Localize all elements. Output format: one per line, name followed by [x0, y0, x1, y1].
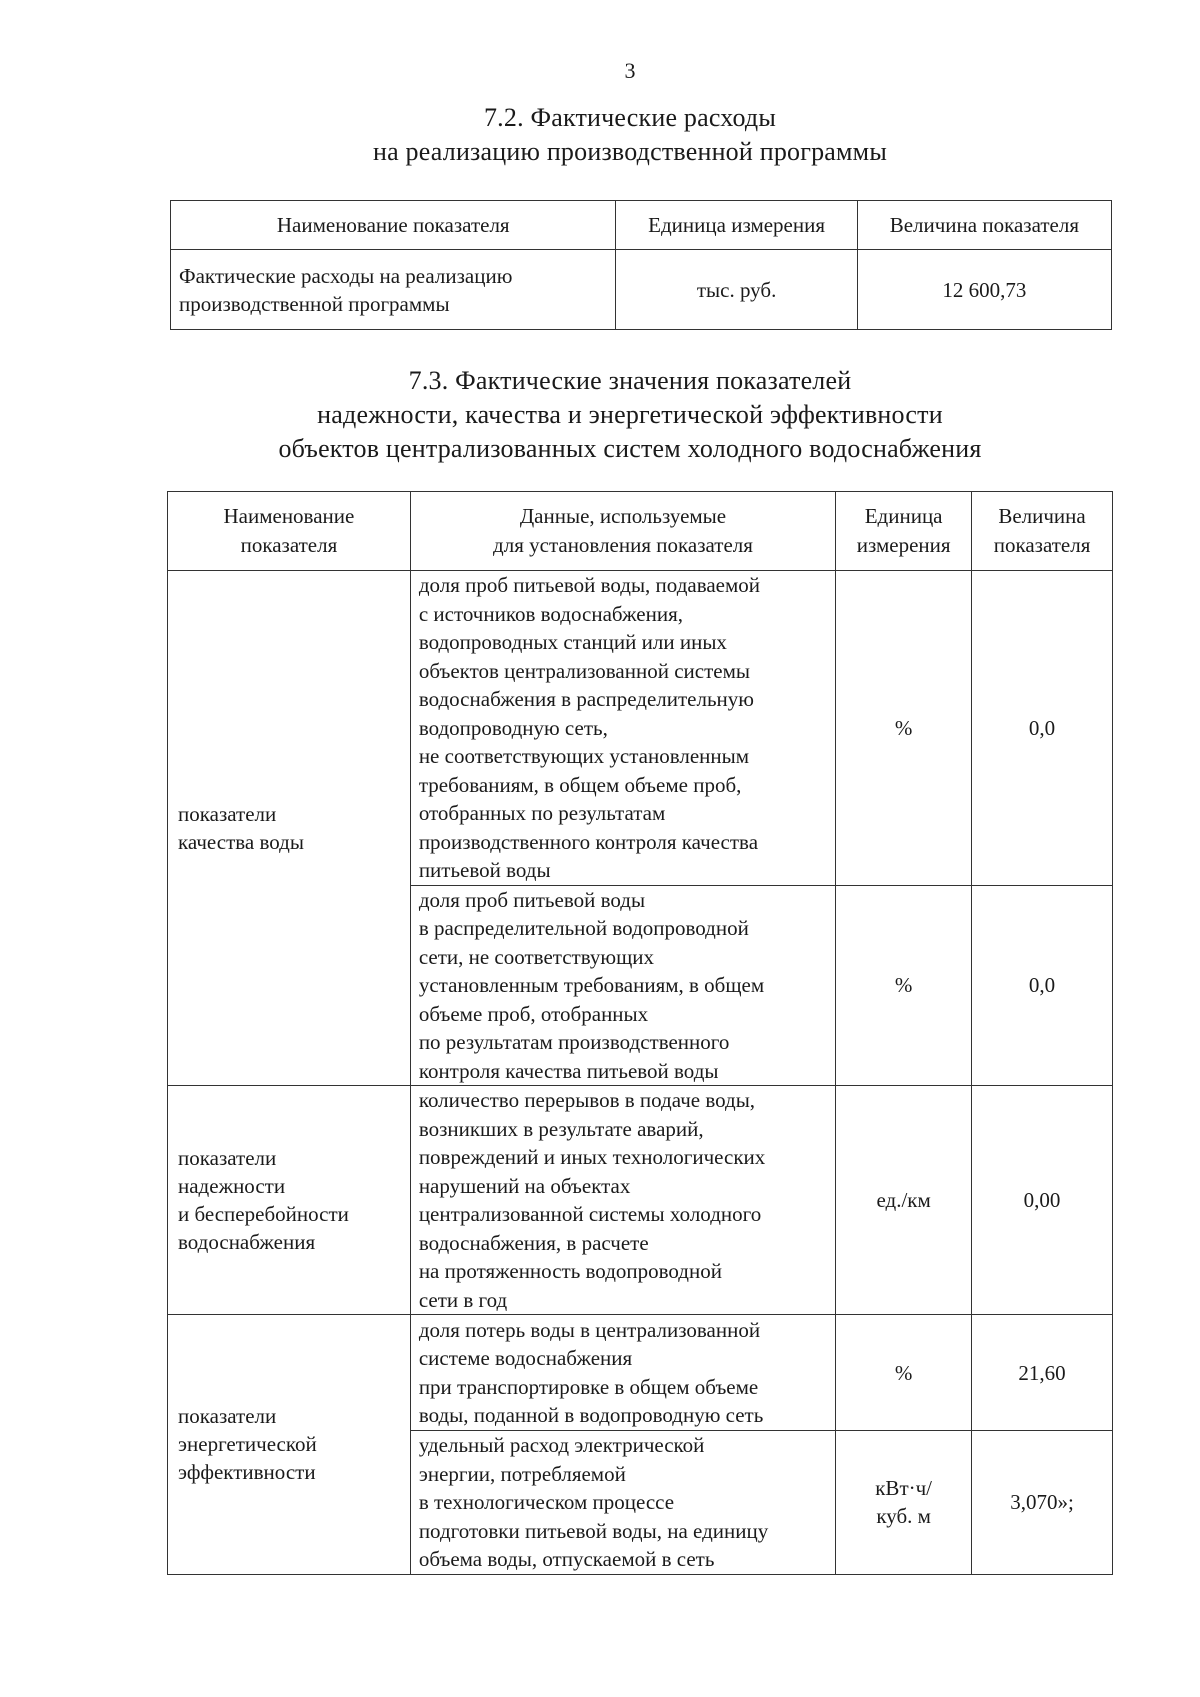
section-7-2-title	[0, 101, 1200, 169]
indicator-name-cell: Фактические расходы на реализацию производственной программы	[171, 250, 616, 330]
indicator-group-energy-efficiency: показатели энергетической эффективности	[168, 1315, 411, 1575]
indicator-group-reliability: показатели надежности и бесперебойности водоснабжения	[168, 1086, 411, 1315]
column-header-unit: Единица измерения	[616, 201, 857, 250]
value-cell: 0,0	[972, 571, 1113, 886]
column-header-value: Величина показателя	[972, 492, 1113, 571]
unit-cell: ед./км	[836, 1086, 972, 1315]
table-header-row	[171, 201, 1112, 250]
column-header-source-data: Данные, используемые для установления показателя	[410, 492, 835, 571]
actual-expenses-table	[170, 200, 1112, 330]
value-cell: 0,00	[972, 1086, 1113, 1315]
source-data-cell: количество перерывов в подаче воды, возникших в результате аварий, повреждений и иных технологических нарушений на объектах централизованной системы холодного водоснабжения, в расчете на протяженность водопроводной сети в год	[410, 1086, 835, 1315]
table-row	[171, 250, 1112, 330]
column-header-indicator-name: Наименование показателя	[171, 201, 616, 250]
section-7-3-title	[0, 364, 1200, 466]
source-data-cell: доля проб питьевой воды, подаваемой с источников водоснабжения, водопроводных станций или иных объектов централизованной системы водоснабжения в распределительную водопроводную сеть, не соответствующих установленным требованиям, в общем объеме проб, отобранных по результатам производственного контроля качества питьевой воды	[410, 571, 835, 886]
source-data-cell: доля проб питьевой воды в распределительной водопроводной сети, не соответствующих установленным требованиям, в общем объеме проб, отобранных по результатам производственного контроля качества питьевой воды	[410, 885, 835, 1086]
section-7-3-title-line-1: 7.3. Фактические значения показателей	[408, 366, 852, 395]
source-data-cell: доля потерь воды в централизованной системе водоснабжения при транспортировке в общем объеме воды, поданной в водопроводную сеть	[410, 1315, 835, 1431]
column-header-unit: Единица измерения	[836, 492, 972, 571]
table-row	[168, 571, 1113, 886]
unit-cell: кВт·ч/ куб. м	[836, 1431, 972, 1575]
value-cell: 12 600,73	[857, 250, 1111, 330]
column-header-indicator-name: Наименование показателя	[168, 492, 411, 571]
section-7-3-title-line-3: объектов централизованных систем холодного водоснабжения	[278, 434, 982, 463]
unit-cell: %	[836, 571, 972, 886]
value-cell: 21,60	[972, 1315, 1113, 1431]
unit-cell: %	[836, 885, 972, 1086]
table-row	[168, 1086, 1113, 1315]
page-number: 3	[624, 58, 636, 83]
source-data-cell: удельный расход электрической энергии, потребляемой в технологическом процессе подготовки питьевой воды, на единицу объема воды, отпускаемой в сеть	[410, 1431, 835, 1575]
section-7-3-title-line-2: надежности, качества и энергетической эффективности	[317, 400, 943, 429]
table-header-row	[168, 492, 1113, 571]
table-row	[168, 1315, 1113, 1431]
section-7-2-title-line-1: 7.2. Фактические расходы	[483, 103, 777, 132]
value-cell: 0,0	[972, 885, 1113, 1086]
water-supply-indicators-table	[167, 491, 1113, 1575]
unit-cell: тыс. руб.	[616, 250, 857, 330]
section-7-2-title-line-2: на реализацию производственной программы	[372, 137, 887, 166]
column-header-value: Величина показателя	[857, 201, 1111, 250]
unit-cell: %	[836, 1315, 972, 1431]
indicator-group-water-quality: показатели качества воды	[168, 571, 411, 1086]
value-cell: 3,070»;	[972, 1431, 1113, 1575]
